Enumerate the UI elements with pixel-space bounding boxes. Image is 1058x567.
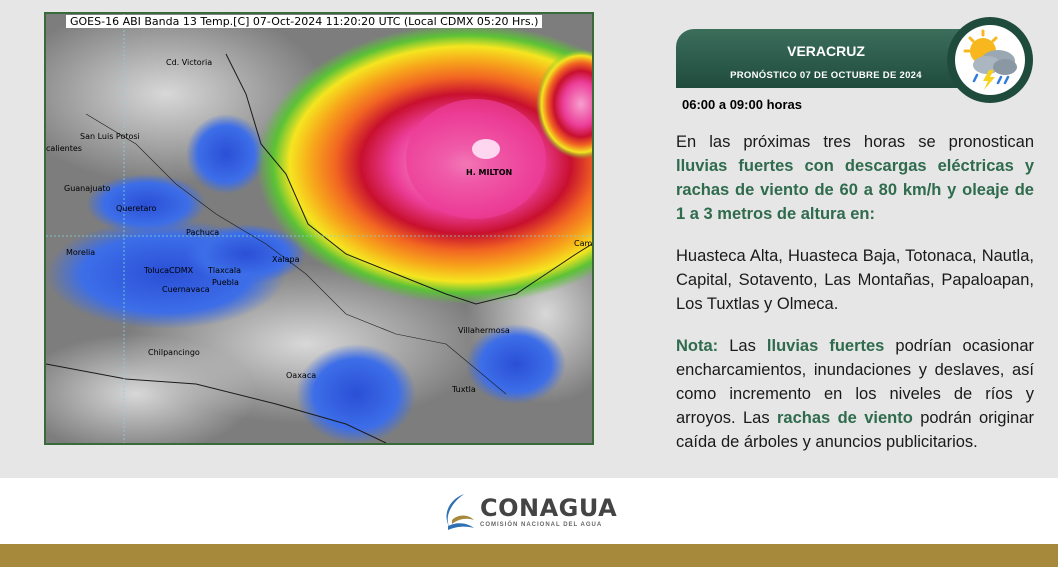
label-guanajuato: Guanajuato bbox=[64, 184, 111, 193]
label-san-luis-potosi: San Luis Potosi bbox=[80, 132, 140, 141]
satellite-caption: GOES-16 ABI Banda 13 Temp.[C] 07-Oct-2024 11:20:20 UTC (Local CDMX 05:20 Hrs.) bbox=[66, 15, 542, 28]
label-chilpancingo: Chilpancingo bbox=[148, 348, 200, 357]
note-paragraph bbox=[676, 334, 1034, 454]
forecast-text bbox=[676, 130, 1034, 454]
satellite-map-graphic bbox=[46, 14, 592, 443]
label-tuxtla: Tuxtla bbox=[452, 385, 476, 394]
label-puebla: Puebla bbox=[212, 278, 239, 287]
label-toluca-cdmx: TolucaCDMX bbox=[144, 266, 194, 275]
label-pachuca: Pachuca bbox=[186, 228, 220, 237]
conagua-logo bbox=[438, 490, 618, 538]
time-range: 06:00 a 09:00 horas bbox=[682, 97, 802, 112]
forecast-regions: Huasteca Alta, Huasteca Baja, Totonaca, Nautla, Capital, Sotavento, Las Montañas, Papaloapan, Los Tuxtlas y Olmeca. bbox=[676, 247, 1034, 313]
label-cd-victoria: Cd. Victoria bbox=[166, 58, 213, 67]
label-h-milton: H. MILTON bbox=[466, 168, 513, 177]
label-oaxaca: Oaxaca bbox=[286, 371, 317, 380]
note-text-3: podrán originar caída de árboles y anuncios publicitarios. bbox=[676, 409, 1034, 451]
label-morelia: Morelia bbox=[66, 248, 96, 257]
note-text-1: Las bbox=[718, 337, 767, 355]
label-cam: Cam bbox=[574, 239, 593, 248]
sun-cloud-storm-icon bbox=[955, 25, 1025, 95]
label-villahermosa: Villahermosa bbox=[458, 326, 510, 335]
forecast-intro: En las próximas tres horas se pronostican bbox=[676, 133, 1034, 151]
note-text-2: podrían ocasionar encharcamientos, inundaciones y deslaves, así como incremento en los niveles de ríos y arroyos. Las bbox=[676, 337, 1034, 427]
weather-badge bbox=[947, 17, 1033, 103]
logo-name: CONAGUA bbox=[480, 494, 618, 522]
logo-subtitle: COMISIÓN NACIONAL DEL AGUA bbox=[480, 522, 603, 528]
label-cuernavaca: Cuernavaca bbox=[162, 285, 210, 294]
note-highlight-2: rachas de viento bbox=[776, 409, 913, 427]
label-xalapa: Xalapa bbox=[272, 255, 300, 264]
footer-gold-bar bbox=[0, 544, 1058, 567]
label-calientes: calientes bbox=[46, 144, 82, 153]
header-bar bbox=[676, 29, 976, 88]
label-queretaro: Queretaro bbox=[116, 204, 157, 213]
satellite-image bbox=[44, 12, 594, 445]
forecast-highlight: lluvias fuertes con descargas eléctricas y rachas de viento de 60 a 80 km/h y oleaje de 1 a 3 metros de altura en: bbox=[676, 157, 1034, 223]
forecast-date: PRONÓSTICO 07 DE OCTUBRE DE 2024 bbox=[730, 70, 922, 81]
state-title: VERACRUZ bbox=[787, 43, 865, 59]
label-tlaxcala: Tlaxcala bbox=[208, 266, 242, 275]
conagua-emblem-icon bbox=[438, 490, 478, 536]
note-highlight-1: lluvias fuertes bbox=[766, 337, 885, 355]
note-label: Nota: bbox=[676, 337, 719, 355]
